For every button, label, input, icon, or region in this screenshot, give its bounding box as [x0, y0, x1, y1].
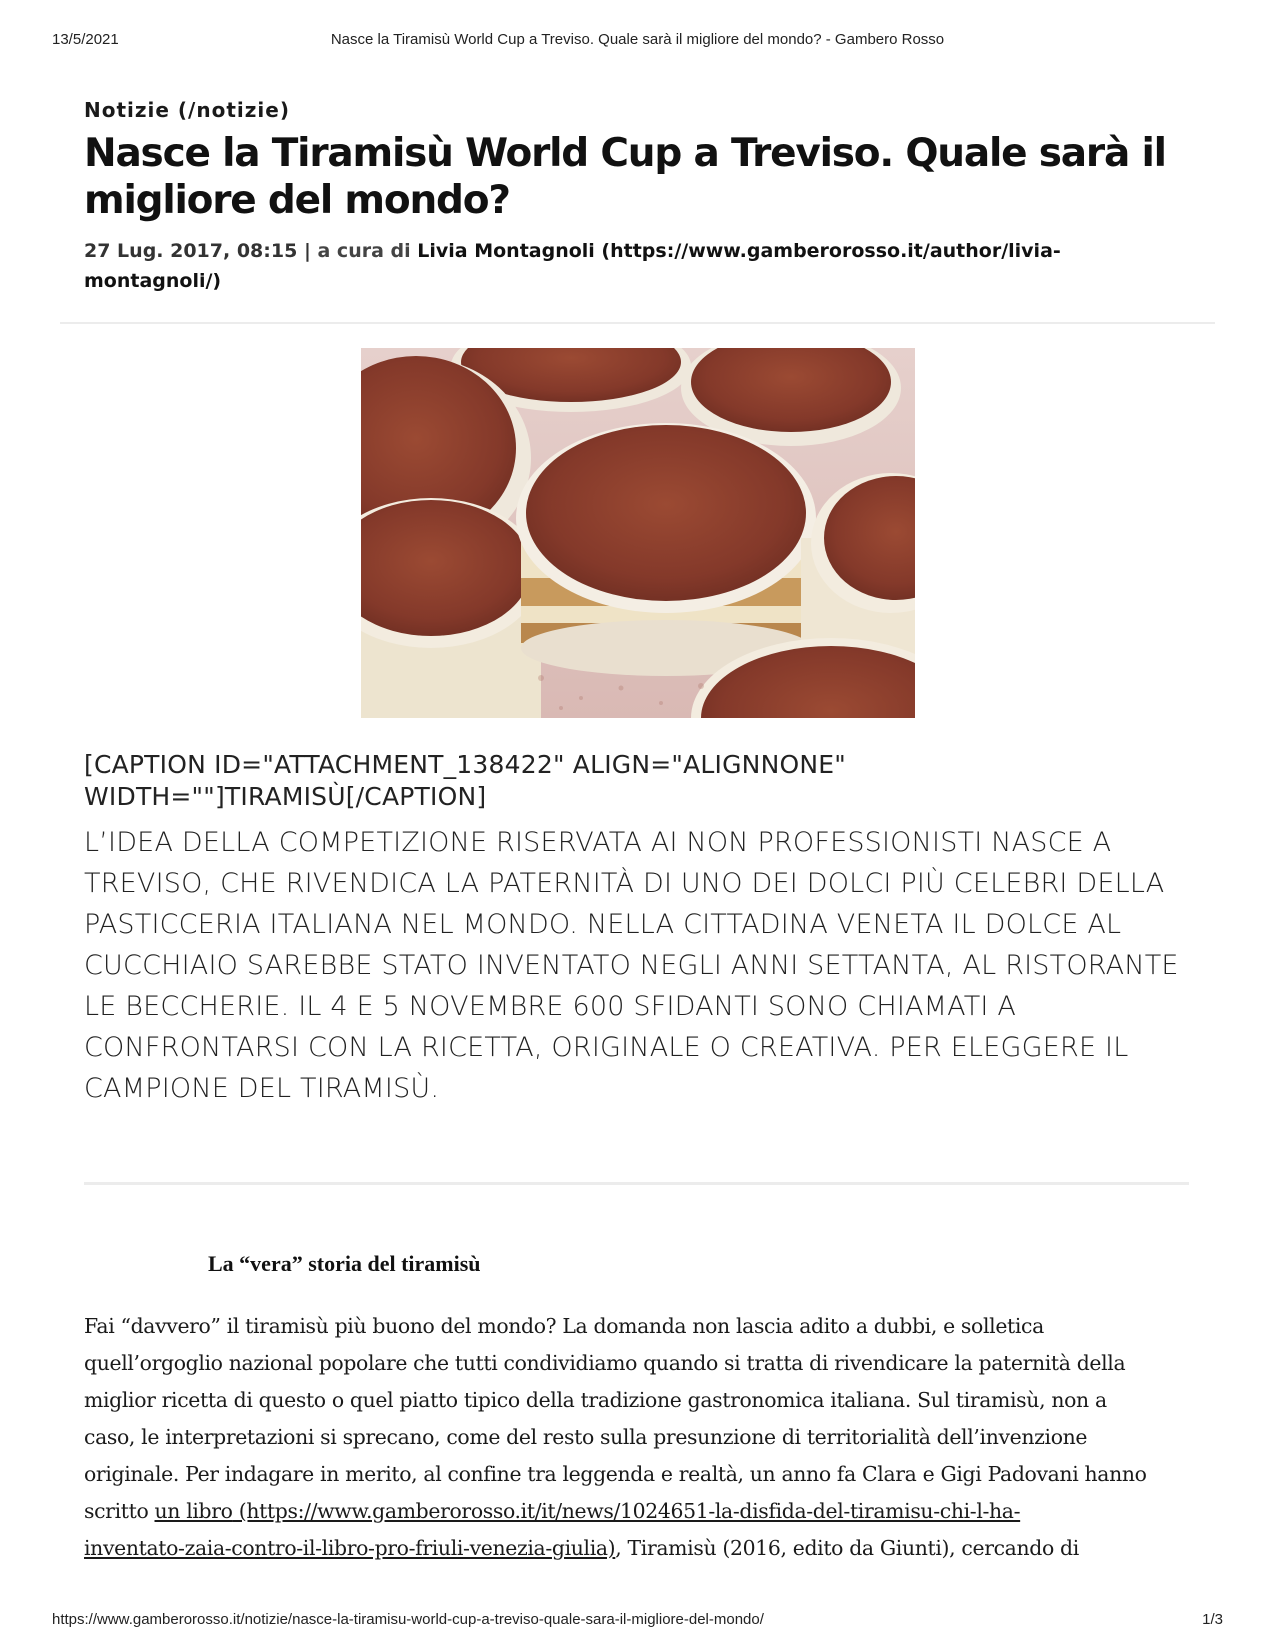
author-link[interactable]: Livia Montagnoli (https://www.gamberorosso.it/author/livia-	[417, 240, 1061, 262]
author-link-continued[interactable]: montagnoli/)	[84, 270, 222, 292]
print-document-title: Nasce la Tiramisù World Cup a Treviso. Quale sarà il migliore del mondo? - Gambero Rosso	[330, 31, 945, 48]
title-line-2: migliore del mondo?	[84, 178, 510, 223]
print-footer	[52, 1611, 1223, 1631]
book-link[interactable]: un libro	[154, 1499, 233, 1523]
byline-label: a cura di	[317, 240, 418, 262]
book-link-url-continued[interactable]: inventato-zaia-contro-il-libro-pro-friuli-venezia-giulia)	[84, 1536, 616, 1560]
article-lede: L’IDEA DELLA COMPETIZIONE RISERVATA AI NON PROFESSIONISTI NASCE A TREVISO, CHE RIVENDICA LA PATERNITÀ DI UNO DEI DOLCI PIÙ CELEBRI DELLA PASTICCERIA ITALIANA NEL MONDO. NELLA CITTADINA VENETA IL DOLCE AL CUCCHIAIO SAREBBE STATO INVENTATO NEGLI ANNI SETTANTA, AL RISTORANTE LE BECCHERIE. IL 4 E 5 NOVEMBRE 600 SFIDANTI SONO CHIAMATI A CONFRONTARSI CON LA RICETTA, ORIGINALE O CREATIVA. PER ELEGGERE IL CAMPIONE DEL TIRAMISÙ.	[84, 827, 1179, 1104]
section-heading: La “vera” storia del tiramisù	[208, 1251, 481, 1276]
body-line: originale. Per indagare in merito, al confine tra leggenda e realtà, un anno fa Clara e Gigi Padovani hanno	[84, 1462, 1147, 1486]
body-line: caso, le interpretazioni si sprecano, come del resto sulla presunzione di territorialità dell’invenzione	[84, 1425, 1088, 1449]
article-body	[84, 1308, 1194, 1567]
body-text-segment: scritto	[84, 1499, 155, 1523]
body-text-segment: , Tiramisù (2016, edito da Giunti), cercando di	[615, 1536, 1079, 1560]
body-line: miglior ricetta di questo o quel piatto tipico della tradizione gastronomica italiana. Sul tiramisù, non a	[84, 1388, 1107, 1412]
publish-date: 27 Lug. 2017, 08:15	[84, 240, 298, 262]
article-meta	[84, 236, 1084, 296]
caption-line-1: [CAPTION ID="ATTACHMENT_138422" ALIGN="ALIGNNONE"	[84, 750, 846, 779]
hero-image	[361, 348, 915, 718]
title-line-1: Nasce la Tiramisù World Cup a Treviso. Quale sarà il	[84, 131, 1166, 176]
body-line	[84, 1493, 1194, 1530]
category-link[interactable]: Notizie (/notizie)	[84, 98, 290, 122]
print-url: https://www.gamberorosso.it/notizie/nasce-la-tiramisu-world-cup-a-treviso-quale-sara-il-migliore-del-mondo/	[52, 1611, 764, 1628]
body-line	[84, 1530, 1194, 1567]
article-header	[84, 98, 1194, 296]
page-number: 1/3	[1202, 1611, 1223, 1628]
header-divider	[60, 322, 1215, 324]
caption-line-2: WIDTH=""]TIRAMISÙ[/CAPTION]	[84, 782, 487, 811]
body-line: quell’orgoglio nazional popolare che tutti condividiamo quando si tratta di rivendicare la paternità della	[84, 1351, 1126, 1375]
print-date: 13/5/2021	[52, 31, 119, 48]
tiramisu-photo	[361, 348, 915, 718]
print-header	[52, 31, 1223, 51]
meta-separator: |	[297, 240, 318, 262]
article-title	[84, 130, 1194, 224]
image-caption	[84, 749, 1194, 813]
lede-divider	[84, 1182, 1189, 1185]
body-line: Fai “davvero” il tiramisù più buono del mondo? La domanda non lascia adito a dubbi, e solletica	[84, 1314, 1044, 1338]
book-link-url[interactable]: (https://www.gamberorosso.it/it/news/1024651-la-disfida-del-tiramisu-chi-l-ha-	[232, 1499, 1021, 1523]
